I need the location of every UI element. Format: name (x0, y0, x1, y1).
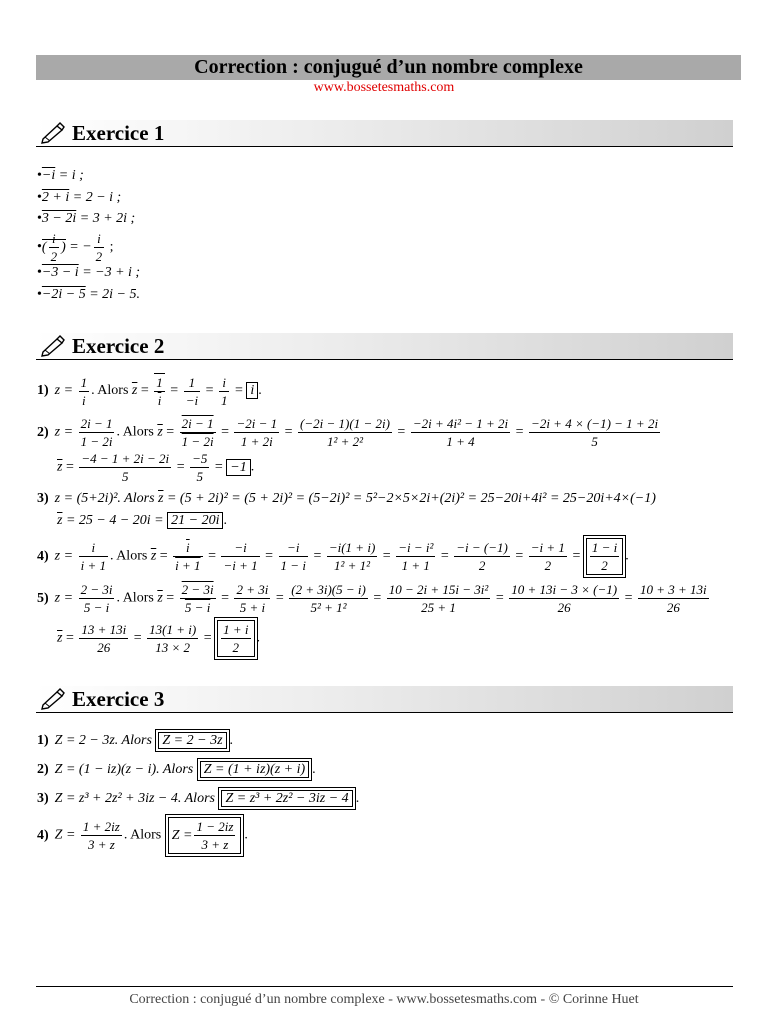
ex1-item-2: •2 + i = 2 − i ; (37, 190, 122, 205)
ex1-item-4: •( $\frac{i}{2}$ ) = − $\frac{i}{2}$ ; (37, 231, 114, 264)
footer-rule (36, 986, 733, 987)
page-title-bar (36, 55, 741, 80)
ex1-item-5: •−3 − i = −3 + i ; (37, 265, 141, 280)
footer-text: Correction : conjugué d’un nombre complexe - www.bossetesmaths.com - © Corinne Huet (129, 992, 639, 1007)
ex2-q1: 1) z = $\frac{1}{i}$ . Alors $\overline{z}$ = $\frac{1}{i}$ = $\frac{1}{-i}$ = $\frac{i}{1}$ = i . (37, 374, 262, 408)
ex2-q3-line1: 3) z = (5+2i)². Alors $\overline{z} = (5 + 2i)^2 = (5 + 2i)^2 = (5-2i)^2 = 5^2-2\times 5\times 2i+(2i)^2 = 25-20i+4i^2 = 25-20i+4\times(-1)$ (37, 491, 656, 506)
exercise-3-header (36, 686, 733, 713)
exercise-1-title: Exercice 1 (72, 121, 165, 145)
ex3-q1: 1) Z = 2 − 3z. Alors Z = 2 − 3z . (37, 733, 234, 748)
pencil-icon (40, 335, 66, 357)
ex3-q2: 2) Z = (1 − iz)(z − i). Alors Z = (1 + iz)(z + i) . (37, 762, 316, 777)
site-url[interactable]: www.bossetesmaths.com (313, 80, 455, 95)
ex2-q5-line1: 5) z = $\frac{2 - 3i}{5 - i}$ . Alors $\overline{z}$ = $\frac{2 - 3i}{5 - i}$ = $\frac{2 + 3i}{5 + i}$ = $\frac{(2 + 3i)(5 - i)}{\text{5² + 1²}}$ = $\frac{\text{10 − 2i + 15i − 3i²}}{25 + 1}$ = $\frac{10 + 13i - 3 \times (-1)}{26}$ = $\frac{10 + 3 + 13i}{26}$ (37, 582, 707, 615)
ex2-q3-line2: $\overline{z} = 25 - 4 - 20i = 21 - 20i$ . (57, 513, 227, 528)
pencil-icon (40, 688, 66, 710)
exercise-2-header (36, 333, 733, 360)
ex1-item-6: •−2i − 5 = 2i − 5. (37, 287, 140, 302)
exercise-1-header (36, 120, 733, 147)
ex1-item-3: •3 − 2i = 3 + 2i ; (37, 211, 136, 226)
ex2-q4: 4) z = $\frac{i}{i + 1}$ . Alors $\overline{z}$ = $\frac{\overline{i}}{i + 1}$ = $\frac{-i}{-i + 1}$ = $\frac{-i}{1 - i}$ = $\frac{-i(1 + i)}{\text{1² + 1²}}$ = $\frac{\text{−i − i²}}{1 + 1}$ = $\frac{-i - (-1)}{2}$ = $\frac{-i + 1}{2}$ = $\frac{1 - i}{2}$ . (37, 540, 629, 573)
exercise-3-title: Exercice 3 (72, 687, 165, 711)
ex2-q2-line1: 2) z = $\frac{2i - 1}{1 - 2i}$ . Alors $\overline{z}$ = $\frac{2i - 1}{1 - 2i}$ = $\frac{-2i - 1}{1 + 2i}$ = $\frac{(-2i - 1)(1 - 2i)}{\text{1² + 2²}}$ = $\frac{\text{−2i + 4i² − 1 + 2i}}{1 + 4}$ = $\frac{-2i + 4 \times (-1) - 1 + 2i}{5}$ (37, 416, 659, 449)
pencil-icon (40, 122, 66, 144)
ex3-q3: 3) Z = z³ + 2z² + 3iz − 4. Alors Z = z³ + 2z² − 3iz − 4 . (37, 791, 360, 806)
ex1-item-1: •−i = i ; (37, 168, 84, 183)
ex2-q5-line2: $\overline{z}$ = $\frac{13 + 13i}{26}$ = $\frac{13(1 + i)}{13 \times 2}$ = $\frac{1 + i}{2}$ . (57, 622, 260, 655)
ex2-q2-line2: $\overline{z}$ = $\frac{-4 - 1 + 2i - 2i}{5}$ = $\frac{-5}{5}$ = −1 . (57, 451, 255, 484)
exercise-2-title: Exercice 2 (72, 334, 165, 358)
page-title: Correction : conjugué d’un nombre complexe (194, 56, 583, 78)
ex3-q4: 4) Z = $\frac{1 + 2iz}{3 + z}$ . Alors Z = $\frac{1 - 2iz}{3 + z}$ . (37, 818, 248, 852)
